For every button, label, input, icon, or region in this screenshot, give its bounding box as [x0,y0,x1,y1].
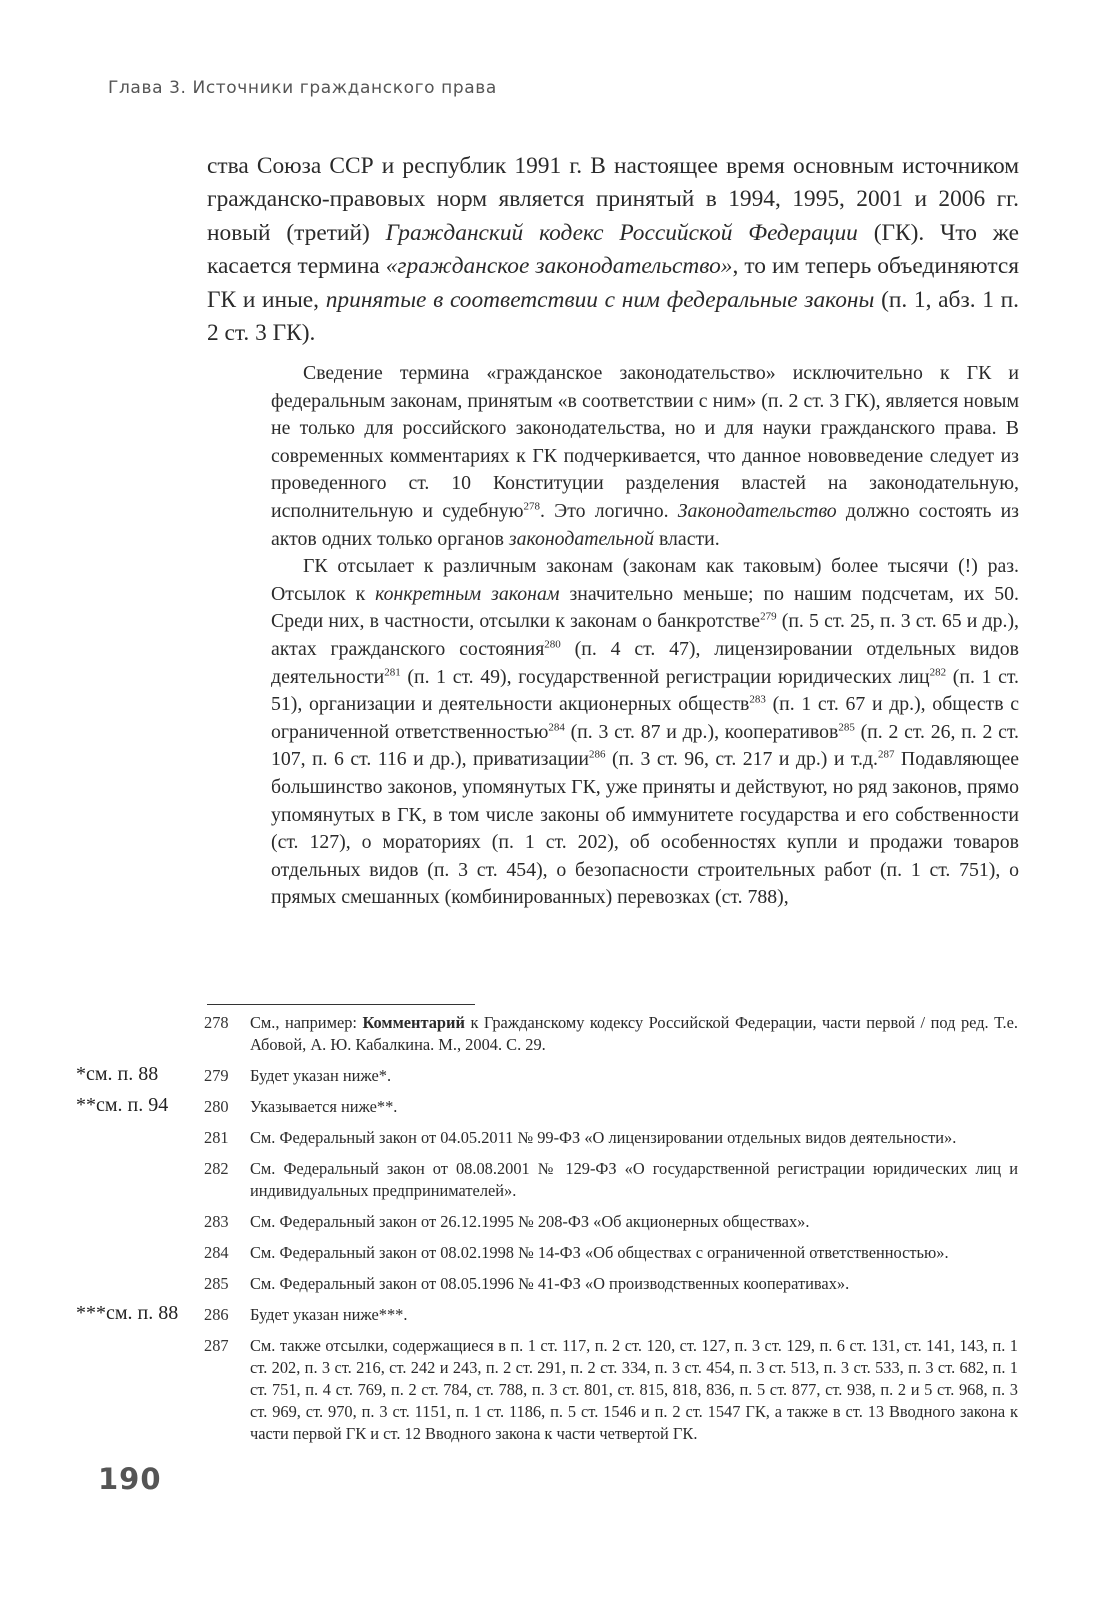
footnote-text: См. Федеральный закон от 26.12.1995 № 208-ФЗ «Об акционерных обществах». [250,1212,810,1231]
main-text [207,150,1019,350]
footnote-text: См. Федеральный закон от 04.05.2011 № 99-ФЗ «О лицензировании отдельных видов деятельности». [250,1128,957,1147]
footnote-text: См. Федеральный закон от 08.08.2001 № 129-ФЗ «О государственной регистрации юридических лиц и индивидуальных предпринимателей». [250,1159,1018,1200]
commentary-paragraph-1: Сведение термина «гражданское законодательство» исключительно к ГК и федеральным законам, принятым «в соответствии с ним» (п. 2 ст. 3 ГК), является новым не только для российского законодательства, но и для науки гражданского права. В современных комментариях к ГК подчеркивается, что данное нововведение следует из проведенного ст. 10 Конституции разделения властей на законодательную, исполнительную и судебную$^{278}$. Это логично. Законодательство должно состоять из актов одних только органов законодательной власти. [271,362,1019,550]
running-header: Глава 3. Источники гражданского права [108,78,497,98]
footnote-279 [0,1065,1114,1087]
footnote-280 [0,1096,1114,1118]
emphasis: принятые в соответствии с ним федеральные законы [325,286,875,313]
emphasis: законодательной [508,527,655,550]
margin-note: *см. п. 88 [76,1063,159,1085]
footnote-text: См. Федеральный закон от 08.05.1996 № 41-ФЗ «О производственных кооперативах». [250,1274,850,1293]
footnote-text: См. также отсылки, содержащиеся в п. 1 ст. 117, п. 2 ст. 120, ст. 127, п. 3 ст. 129, п. 6 ст. 131, ст. 141, 143, п. 1 ст. 202, п. 3 ст. 216, ст. 242 и 243, п. 2 ст. 291, п. 2 ст. 334, п. 3 ст. 454, п. 3 ст. 513, п. 3 ст. 533, п. 3 ст. 682, п. 1 ст. 751, п. 4 ст. 769, п. 2 ст. 784, ст. 788, п. 3 ст. 801, ст. 815, 818, 836, п. 5 ст. 877, ст. 938, п. 2 и 5 ст. 968, п. 3 ст. 969, ст. 970, п. 3 ст. 1151, п. 1 ст. 1186, п. 5 ст. 1546 и п. 2 ст. 1547 ГК, а также в ст. 13 Вводного закона к части первой ГК и ст. 12 Вводного закона к части четвертой ГК. [250,1336,1018,1443]
page-number: 190 [98,1462,162,1496]
footnote-284 [0,1242,1114,1264]
footnote-number: 278 [204,1013,229,1032]
footnote-ref[interactable]: 278 [523,500,541,513]
footnote-text: Будет указан ниже***. [250,1305,408,1324]
footnote-281 [0,1127,1114,1149]
footnote-number: 282 [204,1159,229,1178]
footnote-text: Указывается ниже**. [250,1097,398,1116]
footnote-number: 280 [204,1097,229,1116]
footnote-number: 279 [204,1066,229,1085]
margin-note: **см. п. 94 [76,1094,169,1116]
footnote-number: 281 [204,1128,229,1147]
footnote-287 [0,1335,1114,1445]
footnotes [0,1012,1114,1454]
footnote-ref[interactable]: 284 [548,721,565,734]
footnote-text: См. Федеральный закон от 08.02.1998 № 14-ФЗ «Об обществах с ограниченной ответственностью». [250,1243,949,1262]
main-paragraph: ства Союза ССР и республик 1991 г. В настоящее время основным источником гражданско-правовых норм является принятый в 1994, 1995, 2001 и 2006 гг. новый (третий) Гражданский кодекс Российской Федерации (ГК). Что же касается термина «гражданское законодательство», то им теперь объединяются ГК и иные, принятые в соответствии с ним федеральные законы (п. 1, абз. 1 п. 2 ст. 3 ГК). [207,153,1020,347]
footnote-ref[interactable]: 285 [838,721,855,734]
footnote-ref[interactable]: 280 [544,638,561,651]
footnote-286 [0,1304,1114,1326]
footnote-ref[interactable]: 287 [877,748,895,761]
commentary-paragraph-2: ГК отсылает к различным законам (законам как таковым) более тысячи (!) раз. Отсылок к конкретным законам значительно меньше; по нашим подсчетам, их 50. Среди них, в частности, отсылки к законам о банкротстве$^{279}$ (п. 5 ст. 25, п. 3 ст. 65 и др.), актах гражданского состояния$^{280}$ (п. 4 ст. 47), лицензировании отдельных видов деятельности$^{281}$ (п. 1 ст. 49), государственной регистрации юридических лиц$^{282}$ (п. 1 ст. 51), организации и деятельности акционерных обществ$^{283}$ (п. 1 ст. 67 и др.), обществ с ограниченной ответственностью$^{284}$ (п. 3 ст. 87 и др.), кооперативов$^{285}$ (п. 2 ст. 26, п. 2 ст. 107, п. 6 ст. 116 и др.), приватизации$^{286}$ (п. 3 ст. 96, ст. 217 и др.) и т.д.$^{287}$ Подавляющее большинство законов, упомянутых ГК, уже приняты и действуют, но ряд законов, прямо упомянутых в ГК, в том числе законы об иммунитете государства и его собственности (ст. 127), о мораториях (п. 1 ст. 202), об особенностях купли и продажи товаров отдельных видов (п. 3 ст. 454), о безопасности строительных работ (п. 1 ст. 751), о прямых смешанных (комбинированных) перевозках (ст. 788), [271,555,1020,909]
footnote-282 [0,1158,1114,1202]
footnote-ref[interactable]: 281 [384,665,401,678]
footnote-number: 285 [204,1274,229,1293]
footnote-number: 283 [204,1212,229,1231]
footnote-285 [0,1273,1114,1295]
footnote-number: 287 [204,1336,229,1355]
emphasis: Законодательство [677,499,837,522]
footnote-separator [207,1004,475,1005]
footnote-278 [0,1012,1114,1056]
footnote-text: См., например: Комментарий к Гражданскому кодексу Российской Федерации, части первой / под ред. Т.е. Абовой, А. Ю. Кабалкина. М., 2004. С. 29. [250,1013,1018,1054]
emphasis: Гражданский кодекс Российской Федерации [385,219,858,246]
footnote-text: Будет указан ниже*. [250,1066,392,1085]
footnote-ref[interactable]: 282 [929,665,947,678]
footnote-number: 284 [204,1243,229,1262]
footnote-number: 286 [204,1305,229,1324]
footnote-ref[interactable]: 283 [749,693,766,706]
footnote-ref[interactable]: 279 [760,610,777,623]
margin-note: ***см. п. 88 [76,1302,179,1324]
footnote-283 [0,1211,1114,1233]
emphasis: «гражданское законодательство» [385,253,733,280]
footnote-ref[interactable]: 286 [589,748,606,761]
emphasis: конкретным законам [375,582,560,605]
commentary-block [271,360,1019,912]
